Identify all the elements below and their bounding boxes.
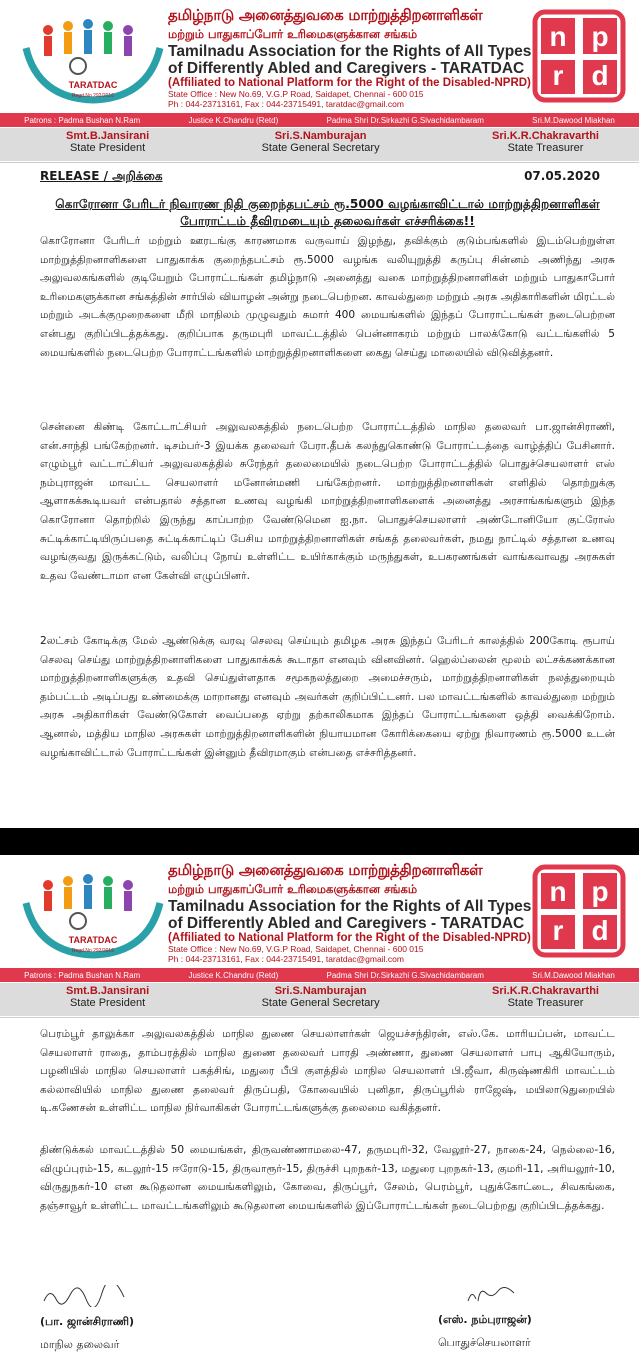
release-date: 07.05.2020	[524, 169, 600, 183]
officer-name: Smt.B.Jansirani	[66, 130, 150, 142]
org-block	[168, 861, 532, 964]
officer-role: State Treasurer	[507, 142, 584, 154]
svg-text:p: p	[591, 876, 609, 907]
officer-name: Sri.S.Namburajan	[274, 130, 367, 142]
svg-text:n: n	[549, 21, 567, 52]
svg-text:r: r	[552, 60, 564, 91]
patron-1: Patrons : Padma Bushan N.Ram	[24, 115, 141, 125]
officer-name: Sri.S.Namburajan	[274, 985, 367, 997]
svg-text:d: d	[591, 915, 609, 946]
logo-wordmark: TARATDAC	[68, 935, 118, 945]
affiliation: (Affiliated to National Platform for the Right of the Disabled-NPRD)	[168, 77, 531, 89]
officer-name: Sri.K.R.Chakravarthi	[492, 985, 599, 997]
patron-4: Sri.M.Dawood Miakhan	[532, 115, 615, 125]
taratdac-logo	[18, 8, 168, 108]
officer-treasurer	[492, 985, 599, 1016]
patrons-band	[0, 113, 639, 127]
release-label: RELEASE / அறிக்கை	[40, 169, 163, 183]
address: State Office : New No.69, V.G.P Road, Saidapet, Chennai - 600 015	[168, 944, 424, 954]
affiliation: (Affiliated to National Platform for the Right of the Disabled-NPRD)	[168, 932, 531, 944]
signatory-role: பொதுச்செயலாளர்	[438, 1336, 531, 1349]
signature-general-secretary	[438, 1283, 628, 1351]
org-name-tamil: தமிழ்நாடு அனைத்துவகை மாற்றுத்திறனாளிகள்	[168, 861, 483, 879]
patron-2: Justice K.Chandru (Retd)	[188, 115, 279, 125]
patron-1: Patrons : Padma Bushan N.Ram	[24, 970, 141, 980]
phone: Ph : 044-23713161, Fax : 044-23715491, taratdac@gmail.com	[168, 99, 404, 109]
patrons-band	[0, 968, 639, 982]
officer-president	[66, 130, 149, 161]
patron-3: Padma Shri Dr.Sirkazhi G.Sivachidambaram	[326, 970, 484, 980]
nprd-logo	[531, 8, 627, 104]
logo-wordmark: TARATDAC	[68, 80, 118, 90]
org-name-tamil: தமிழ்நாடு அனைத்துவகை மாற்றுத்திறனாளிகள்	[168, 6, 483, 24]
patron-4: Sri.M.Dawood Miakhan	[532, 970, 615, 980]
officer-general-secretary	[262, 130, 380, 161]
org-name-tamil-2: மற்றும் பாதுகாப்போர் உரிமைகளுக்கான சங்கம்	[168, 27, 418, 41]
officer-name: Sri.K.R.Chakravarthi	[492, 130, 599, 142]
phone: Ph : 044-23713161, Fax : 044-23715491, taratdac@gmail.com	[168, 954, 404, 964]
letterhead	[0, 855, 639, 1018]
paragraph: திண்டுக்கல் மாவட்டத்தில் 50 மையங்கள், திருவண்ணாமலை-47, தருமபுரி-32, வேலூர்-27, நாகை-24, நெல்லை-16, விழுப்புரம்-15, கடலூர்-15 ஈரோடு-15, திருவாரூர்-15, திருச்சி புறநகர்-13, மதுரை புறநகர்-13, குமரி-11, அரியலூர்-10, விருதுநகர்-10 என கூடுதலான மையங்களிலும், கோவை, திருப்பூர், சேலம், பெரம்பூர், புதுக்கோட்டை, சிவகங்கை, தஞ்சாவூர் உள்ளிட்ட மாவட்டங்களிலும் கூடுதலான மையங்களில் இப்போராட்டங்கள் நடைபெற்றது குறிப்பிடத்தக்கது.	[40, 1144, 615, 1212]
paragraph: பெரம்பூர் தாலுக்கா அலுவலகத்தில் மாநில துணை செயலாளர்கள் ஜெயச்சந்திரன், எஸ்.கே. மாரியப்பன், மாவட்ட செயலாளர் ராதை, தாம்பரத்தில் மாநில துணை தலைவர் பாரதி அண்ணா, துணை செயலாளர் பாபு ஆகியோரும், பழனியில் மாநில செயலாளர் பகத்சிங், மதுரை பீபி குளத்தில் மாநில செயலாளர் பி.ஜீவா, கிருஷ்ணகிரி மாவட்டம் கல்லாவியில் மாநில துணை தலைவர் திருப்பதி, கோவையில் புனிதா, திருப்பூரில் ராஜேஷ், மயிலாடுதுறையில் டி.கணேசன் உள்ளிட்ட மாநில நிர்வாகிகள் போராட்டங்களுக்கு தலைமை வகித்தனர்.	[40, 1028, 615, 1115]
org-name-english-2: of Differently Abled and Caregivers - TARATDAC	[168, 60, 525, 77]
officer-role: State General Secretary	[261, 997, 380, 1009]
svg-text:n: n	[549, 876, 567, 907]
svg-text:d: d	[591, 60, 609, 91]
logo-reg: Regd.No 292/2016	[72, 948, 114, 954]
org-block	[168, 6, 532, 109]
signatory-name: (பா. ஜான்சிராணி)	[40, 1315, 134, 1328]
headline: கொரோனா பேரிடர் நிவாரண நிதி குறைந்தபட்சம் ரூ.5000 வழங்காவிட்டால் மாற்றுத்திறனாளிகள் போராட்டம் தீவிரமடையும் தலைவர்கள் எச்சரிக்கை!!	[55, 197, 600, 228]
signatory-name: (எஸ். நம்புராஜன்)	[438, 1313, 532, 1326]
logo-reg: Regd.No 292/2016	[72, 93, 114, 99]
release-row	[40, 169, 600, 185]
org-name-english: Tamilnadu Association for the Rights of All Types	[168, 43, 532, 60]
patron-2: Justice K.Chandru (Retd)	[188, 970, 279, 980]
officer-role: State President	[69, 142, 146, 154]
org-name-english-2: of Differently Abled and Caregivers - TARATDAC	[168, 915, 525, 932]
signature-scrawl	[438, 1283, 518, 1305]
officers-band	[0, 128, 639, 161]
officer-role: State General Secretary	[261, 142, 380, 154]
officers-band	[0, 983, 639, 1016]
signatory-role: மாநில தலைவர்	[40, 1338, 120, 1351]
officer-general-secretary	[262, 985, 380, 1016]
letter-page-2	[0, 855, 639, 1372]
paragraph: கொரோனா பேரிடர் மற்றும் ஊரடங்கு காரணமாக வருவாய் இழந்து, தவிக்கும் குடும்பங்களில் இடம்பெற்றுள்ள மாற்றுத்திறனாளிகளை பாதுகாக்க குறைந்தபட்சம் ரூ.5000 வழங்க வலியுறுத்தி கருப்பு சின்னம் அணிந்து அரசு அலுவலகங்களில் குடியேறும் போராட்டங்கள் தமிழ்நாடு அனைத்து வகை மாற்றுத்திறனாளிகள் மற்றும் பாதுகாபோர் உரிமைகளுக்கான சங்கத்தின் சார்பில் வியாழன் அன்று நடைபெற்றன. காவல்துறை மற்றும் அரசு அதிகாரிகளின் மிரட்டல் மற்றும் அடக்குமுறைகளை மீறி மாநிலம் முழுவதும் சுமார் 400 மையங்களில் இந்தப் போராட்டங்கள் நடைபெற்றன என்பது குறிப்பிடத்தக்கது. குறிப்பாக தருமபுரி மாவட்டத்தில் பென்னாகரம் மற்றும் பாலக்கோடு வட்டங்களில் 5 மையங்களில் நடைபெற்ற போராட்டங்களில் மாற்றுத்திறனாளிகளை கைது செய்து மாலையில் விடுவித்தனர்.	[40, 235, 615, 359]
svg-text:p: p	[591, 21, 609, 52]
paragraph: சென்னை கிண்டி கோட்டாட்சியர் அலுவலகத்தில் நடைபெற்ற போராட்டத்தில் மாநில தலைவர் பா.ஜான்சிராணி, என்.சாந்தி பங்கேற்றனர். டிசம்பர்-3 இயக்க தலைவர் பேரா.தீபக் கலந்துகொண்டு போராட்டத்தை வாழ்த்திப் பேசினார். எழும்பூர் வட்டாட்சியர் அலுவலகத்தில் சுரேந்தர் தலைமையில் நடைபெற்ற போராட்டத்தில் பொதுச்செயலாளர் எஸ் நம்புராஜன் மாவட்ட செயலாளர் மனோன்மணி பங்கேற்றனர். மாற்றுத்திறனாளிகள் எளிதில் தொற்றுக்கு ஆளாகக்கூடியவர் என்பதால் சத்தான உணவு வழங்கி மாற்றுத்திறனாளிகளைக் அனைத்து அரசாங்கங்களும் இந்த கொரோனா தொற்றில் இருந்து காப்பாற்ற வேண்டுமென ஐ.நா. பொதுச்செயலாளர் அண்டோனியோ குட்ரோஸ் சுட்டிக்காட்டியிருப்பதை சுட்டிக்காட்டிப் பேசிய மாற்றுத்திறனாளிகள் சங்கத் தலைவர்கள், நமது நாட்டில் சத்தான உணவு வழங்குவது இருக்கட்டும், வலிப்பு நோய் உள்ளிட்ட உயிர்காக்கும் மருந்துகள், உபகரணங்கள் வாங்கவாவது அரசுகள் உதவ வேண்டாமா என கேள்வி எழுப்பினர்.	[40, 421, 615, 582]
officer-name: Smt.B.Jansirani	[66, 985, 150, 997]
signature-president	[40, 1285, 240, 1353]
officer-treasurer	[492, 130, 599, 161]
page-divider	[0, 828, 639, 855]
taratdac-logo	[18, 863, 168, 963]
org-name-english: Tamilnadu Association for the Rights of All Types	[168, 898, 532, 915]
officer-president	[66, 985, 149, 1016]
patron-3: Padma Shri Dr.Sirkazhi G.Sivachidambaram	[326, 115, 484, 125]
address: State Office : New No.69, V.G.P Road, Saidapet, Chennai - 600 015	[168, 89, 424, 99]
nprd-logo	[531, 863, 627, 959]
signature-scrawl	[40, 1285, 130, 1307]
officer-role: State Treasurer	[507, 997, 584, 1009]
org-name-tamil-2: மற்றும் பாதுகாப்போர் உரிமைகளுக்கான சங்கம்	[168, 882, 418, 896]
svg-text:r: r	[552, 915, 564, 946]
officer-role: State President	[69, 997, 146, 1009]
paragraph: 2லட்சம் கோடிக்கு மேல் ஆண்டுக்கு வரவு செலவு செய்யும் தமிழக அரசு இந்தப் பேரிடர் காலத்தில் 200கோடி ரூபாய் செலவு செய்து மாற்றுத்திறனாளிகளை பாதுகாக்கக் கூடாதா எனவும் வினவினர். ஹெல்ப்லைன் மூலம் லட்சக்கணக்கான மாற்றுத்திறனாளிகளுக்கு உதவி செய்துள்ளதாக சமூகநலத்துறை அமைச்சரும், மாற்றுத்திறனாளிகள் நலத்துறையும் தம்பட்டம் அடிப்பது உண்மைக்கு மாறானது எனவும் அவர்கள் குறிப்பிட்டனர். பல மாவட்டங்களில் காவல்துறை மற்றும் அரசு அதிகாரிகள் வேண்டுகோள் வைப்பதை ஏற்று தற்காலிகமாக இந்தப் போராட்டங்களை ஒத்தி வைக்கிறோம். ஆனால், மத்திய மாநில அரசுகள் மாற்றுத்திறனாளிகளின் நியாயமான கோரிக்கையை ஏற்று நிவாரணம் ரூ.5000 உடன் வழங்காவிட்டால் போராட்டங்கள் இன்னும் தீவிரமாகும் என்பதை எச்சரித்தனர்.	[40, 635, 615, 759]
letterhead	[0, 0, 639, 163]
